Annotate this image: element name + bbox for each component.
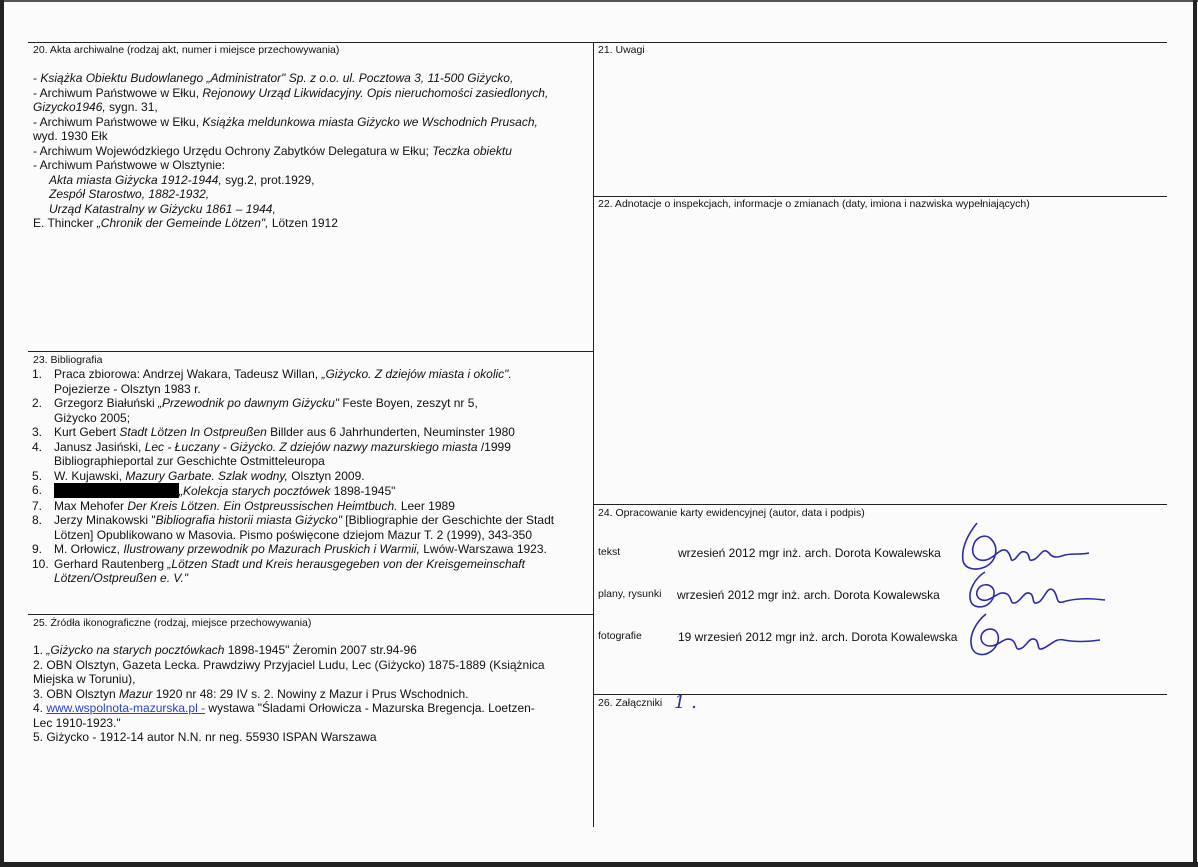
text-segment: „Kolekcja starych pocztówek: [179, 484, 331, 498]
text-segment: Lötzen 1912: [268, 216, 338, 230]
text-segment: Miejska w Toruniu),: [33, 672, 136, 686]
text-line: [33, 187, 548, 202]
section-20-content: [33, 71, 548, 231]
text-segment: Max Mehofer: [54, 498, 128, 513]
section-22-label: 22. Adnotacje o inspekcjach, informacje o zmianach (daty, imiona i nazwiska wypełniających): [598, 198, 1030, 210]
entry-number: 10.: [32, 556, 49, 571]
text-segment: Lec 1910-1923.": [33, 715, 121, 730]
text-segment: Ilustrowany przewodnik po Mazurach Pruskich i Warmii,: [123, 542, 420, 556]
entry-line: [54, 542, 547, 557]
entry-line: [54, 571, 525, 586]
bibliography-entry: [32, 396, 554, 425]
text-segment: Bibliographieportal zur Geschichte Ostmitteleuropa: [54, 454, 325, 468]
text-line: [33, 173, 548, 188]
text-segment: Gerhard Rautenberg: [54, 556, 168, 571]
section-26-label: 26. Załączniki: [598, 697, 663, 709]
text-segment: - Archiwum Państwowe w Ełku,: [33, 85, 203, 100]
text-segment: Bibliografia historii miasta Giżycko": [155, 513, 342, 527]
entry-line: [54, 440, 511, 455]
text-segment: Teczka obiektu: [432, 143, 512, 158]
author-row-value: 19 wrzesień 2012 mgr inż. arch. Dorota Kowalewska: [678, 630, 958, 644]
column-divider: [593, 42, 594, 827]
text-segment: Feste Boyen, zeszyt nr 5,: [339, 396, 478, 410]
top-rule: [28, 42, 1167, 43]
entry-line: [54, 367, 512, 382]
rule-section-25: [28, 614, 593, 615]
text-segment: 1898-1945" Żeromin 2007 str.94-96: [224, 643, 417, 657]
text-segment: Gizycko1946,: [33, 100, 106, 114]
text-line: [33, 643, 545, 658]
bibliography-entry: [32, 425, 554, 440]
text-line: [33, 144, 548, 159]
text-line: [33, 115, 548, 130]
text-line: [33, 202, 548, 217]
text-segment: Praca zbiorowa: Andrzej Wakara, Tadeusz Willan,: [54, 367, 322, 381]
redaction-bar: [54, 483, 179, 498]
section-25-label: 25. Źródła ikonograficzne (rodzaj, miejsce przechowywania): [33, 617, 312, 629]
signature-photos: [960, 608, 1110, 663]
rule-section-24: [593, 504, 1167, 505]
text-line: [33, 658, 545, 673]
bibliography-entry: [32, 367, 554, 396]
text-segment: W. Kujawski,: [54, 468, 126, 483]
text-segment: „Chronik der Gemeinde Lötzen",: [96, 216, 269, 230]
bibliography-entry: [32, 513, 554, 542]
bibliography-entry: [32, 440, 554, 469]
text-segment: Lwów-Warszawa 1923.: [419, 542, 547, 556]
entry-line: [54, 513, 554, 528]
scan-edge-bottom: [0, 862, 1198, 867]
section-24-label: 24. Opracowanie karty ewidencyjnej (autor, data i podpis): [598, 507, 865, 519]
text-line: [33, 216, 548, 231]
text-segment: 3. OBN Olsztyn: [33, 686, 120, 701]
entry-number: 8.: [32, 513, 43, 527]
text-segment: Jerzy Minakowski ": [54, 513, 156, 527]
entry-line: [54, 454, 511, 469]
author-row-value: wrzesień 2012 mgr inż. arch. Dorota Kowalewska: [677, 588, 940, 602]
text-line: [33, 100, 548, 115]
text-segment: Leer 1989: [397, 498, 455, 513]
entry-number: 2.: [32, 396, 43, 410]
text-line: [33, 687, 545, 702]
entry-line: [54, 557, 525, 572]
bibliography-list: [32, 367, 554, 586]
entry-line: [54, 382, 512, 397]
text-line: [33, 158, 548, 173]
text-segment: Książka Obiektu Budowlanego „Administrator" Sp. z o.o. ul. Pocztowa 3, 11-500 Giżycko,: [40, 71, 514, 85]
text-segment: Lec - Łuczany - Giżycko. Z dziejów nazwy mazurskiego miasta: [144, 439, 478, 454]
bibliography-entry: [32, 499, 554, 514]
text-line: [33, 86, 548, 101]
section-23-label: 23. Bibliografia: [33, 354, 103, 366]
author-row-category: plany, rysunki: [598, 588, 662, 600]
text-segment: 1920 nr 48: 29 IV s. 2. Nowiny z Mazur i Prus Wschodnich.: [152, 686, 469, 701]
entry-line: [54, 528, 554, 543]
text-segment: Janusz Jasiński,: [54, 439, 145, 454]
text-segment: Der Kreis Lötzen. Ein Ostpreussischen Heimtbuch.: [127, 498, 398, 513]
bibliography-entry: [32, 469, 554, 484]
bibliography-entry: [32, 542, 554, 557]
scan-edge-top: [0, 0, 1198, 2]
text-segment: E. Thincker: [33, 216, 97, 230]
text-line: [33, 672, 545, 687]
section-20-label: 20. Akta archiwalne (rodzaj akt, numer i miejsce przechowywania): [33, 44, 340, 56]
text-segment: [Bibliographie der Geschichte der Stadt: [341, 513, 555, 527]
text-segment: 1.: [33, 643, 47, 657]
entry-number: 4.: [32, 439, 43, 454]
text-segment: 4.: [33, 701, 47, 715]
text-segment: „Giżycko na starych pocztówkach: [46, 643, 225, 657]
entry-line: [54, 483, 395, 499]
text-segment: Giżycko 2005;: [54, 410, 131, 425]
text-segment: Lötzen/Ostpreußen e. V.": [54, 571, 189, 585]
bibliography-entry: [32, 557, 554, 586]
rule-section-22: [593, 196, 1167, 197]
rule-section-23: [28, 351, 593, 352]
entry-line: [54, 425, 515, 440]
text-segment: Stadt Lötzen In Ostpreußen: [119, 425, 267, 439]
text-segment: -: [33, 71, 41, 85]
text-line: [33, 701, 545, 716]
text-segment: - Archiwum Państwowe w Ełku,: [33, 114, 203, 129]
text-segment: 2. OBN Olsztyn, Gazeta Lecka. Prawdziwy Przyjaciel Ludu, Lec (Giżycko) 1875-1889 (Książnica: [33, 657, 545, 672]
source-link[interactable]: www.wspolnota-mazurska.pl -: [46, 701, 206, 715]
text-segment: M. Orłowicz,: [54, 542, 124, 556]
entry-number: 7.: [32, 498, 43, 513]
scan-edge-right: [1193, 0, 1197, 867]
text-segment: Akta miasta Giżycka 1912-1944,: [49, 172, 222, 187]
text-segment: Lötzen] Opublikowano w Masovia. Pismo poświęcone dziejom Mazur T. 2 (1999), 343-350: [54, 527, 533, 542]
entry-number: 6.: [32, 483, 43, 497]
entry-number: 3.: [32, 425, 43, 439]
text-segment: - Archiwum Wojewódzkiego Urzędu Ochrony Zabytków Delegatura w Ełku;: [33, 143, 433, 158]
author-row-category: tekst: [598, 546, 621, 558]
text-segment: syg.2, prot.1929,: [221, 172, 315, 187]
text-line: [33, 716, 545, 731]
text-segment: Zespół Starostwo, 1882-1932,: [49, 187, 210, 201]
text-segment: wystawa "Śladami Orłowicza - Mazurska Bregencja. Loetzen-: [205, 701, 535, 715]
text-segment: Książka meldunkowa miasta Giżycko we Wschodnich Prusach,: [202, 114, 538, 129]
text-segment: wyd. 1930 Ełk: [33, 129, 108, 143]
text-segment: /1999: [477, 439, 511, 454]
text-segment: 5. Giżycko - 1912-14 autor N.N. nr neg. 55930 ISPAN Warszawa: [33, 730, 377, 744]
text-line: [33, 71, 548, 86]
entry-line: [54, 469, 365, 484]
author-row-value: wrzesień 2012 mgr inż. arch. Dorota Kowalewska: [678, 546, 941, 560]
author-row-category: fotografie: [598, 630, 642, 642]
entry-number: 5.: [32, 468, 43, 483]
attachment-count-handwritten: 1 .: [674, 692, 697, 713]
section-25-content: [33, 643, 545, 745]
scan-edge-left: [0, 0, 4, 867]
entry-number: 1.: [32, 367, 43, 381]
text-segment: Kurt Gebert: [54, 425, 120, 439]
entry-line: [54, 396, 478, 411]
text-line: [33, 730, 545, 745]
text-segment: „Przewodnik po dawnym Giżycku": [158, 396, 340, 410]
text-segment: Billder aus 6 Jahrhunderten, Neuminster 1980: [266, 425, 515, 439]
text-line: [33, 129, 548, 144]
bibliography-entry: [32, 483, 554, 499]
entry-line: [54, 499, 455, 514]
text-segment: „Lötzen Stadt und Kreis herausgegeben von der Kreisgemeinschaft: [167, 556, 525, 571]
text-segment: „Giżycko. Z dziejów miasta i okolic".: [321, 367, 512, 381]
text-segment: Mazury Garbate. Szlak wodny,: [125, 468, 288, 483]
text-segment: Rejonowy Urząd Likwidacyjny. Opis nieruchomości zasiedlonych,: [202, 85, 549, 100]
entry-number: 9.: [32, 542, 43, 556]
text-segment: 1898-1945": [330, 484, 396, 498]
text-segment: Olsztyn 2009.: [287, 468, 365, 483]
text-segment: Urząd Katastralny w Giżycku 1861 – 1944,: [49, 201, 276, 216]
text-segment: Pojezierze - Olsztyn 1983 r.: [54, 381, 201, 396]
text-segment: Mazur: [119, 686, 153, 701]
text-segment: Grzegorz Białuński: [54, 396, 159, 410]
text-segment: - Archiwum Państwowe w Olsztynie:: [33, 158, 226, 172]
entry-line: [54, 411, 478, 426]
section-21-label: 21. Uwagi: [598, 44, 645, 56]
text-segment: sygn. 31,: [105, 100, 158, 114]
